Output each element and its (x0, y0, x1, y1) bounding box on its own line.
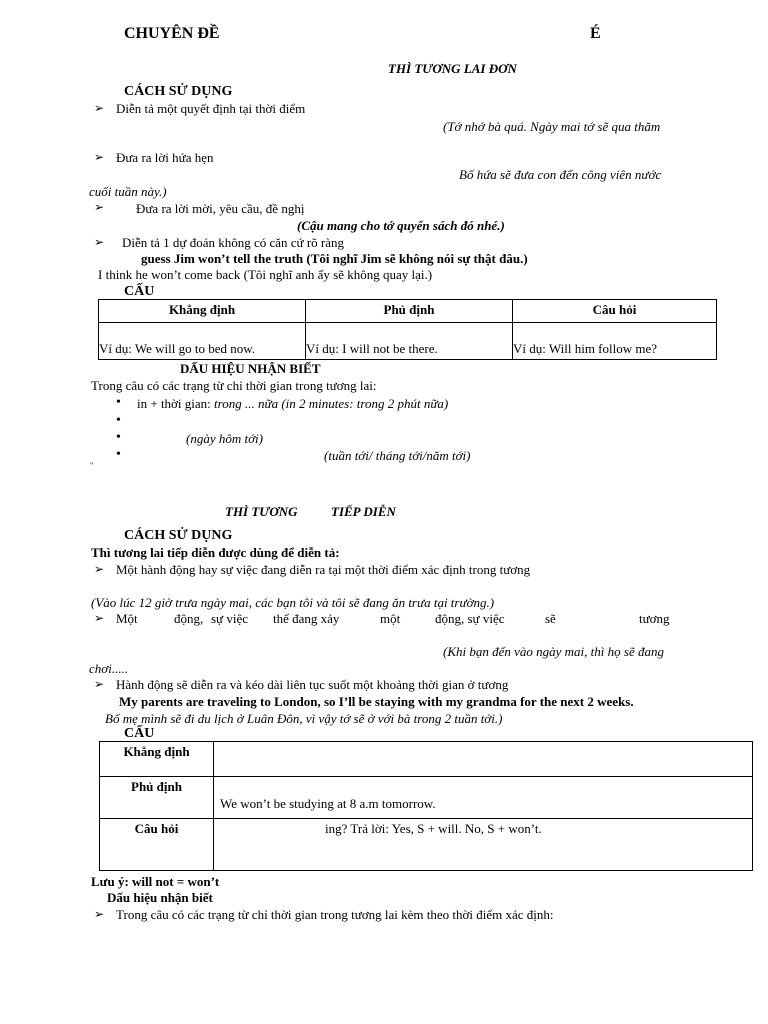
signs-intro: Trong câu có các trạng từ chỉ thời gian trong tương lai: (91, 378, 377, 393)
bullet-icon: • (116, 430, 121, 445)
table-header: Phủ định (306, 300, 513, 323)
signs-intro: Trong câu có các trạng từ chỉ thời gian trong tương lai kèm theo thời điểm xác định: (116, 907, 554, 922)
sign-item-label: in + thời gian: (137, 396, 215, 411)
section-title-simple-future: THÌ TƯƠNG LAI ĐƠN (388, 61, 517, 76)
signs-heading: DẤU HIỆU NHẬN BIẾT (180, 361, 321, 376)
usage-item: Đưa ra lời hứa hẹn (116, 150, 214, 165)
usage-example-cont: cuối tuần này.) (89, 184, 167, 199)
usage-example: Bố hứa sẽ đưa con đến công viên nước (459, 167, 662, 182)
usage-item: Đưa ra lời mời, yêu cầu, đề nghị (136, 201, 305, 216)
arrow-bullet-icon: ➢ (94, 907, 105, 921)
usage-item-word: sự việc (211, 611, 249, 626)
arrow-bullet-icon: ➢ (94, 562, 105, 576)
usage-item-word: một (380, 611, 401, 626)
note: Lưu ý: will not = won’t (91, 874, 220, 889)
sign-item: (ngày hôm tới) (186, 431, 263, 446)
structure-heading: CẤU (124, 284, 155, 299)
structure-table (98, 299, 717, 360)
document-title: CHUYÊN ĐỀ (124, 25, 220, 42)
arrow-bullet-icon: ➢ (94, 235, 105, 249)
arrow-bullet-icon: ➢ (94, 677, 105, 691)
usage-item-word: sẽ (545, 611, 556, 626)
arrow-bullet-icon: ➢ (94, 101, 105, 115)
usage-item: Diễn tả một quyết định tại thời điểm (116, 101, 306, 116)
table-cell: Ví dụ: I will not be there. (306, 323, 513, 360)
usage-heading: CÁCH SỬ DỤNG (124, 84, 233, 99)
structure-table-continuous (99, 741, 753, 871)
row-content: We won’t be studying at 8 a.m tomorrow. (214, 777, 753, 819)
usage-item-word: thể đang xảy (273, 611, 340, 626)
usage-example: (Vào lúc 12 giờ trưa ngày mai, các bạn tôi và tôi sẽ đang ăn trưa tại trường.) (91, 595, 495, 610)
row-content: ing? Trả lời: Yes, S + will. No, S + won’t. (214, 819, 753, 871)
arrow-bullet-icon: ➢ (94, 611, 105, 625)
document-title-fragment: É (590, 25, 601, 42)
usage-item-word: tương (639, 611, 670, 626)
sign-item: (tuần tới/ tháng tới/năm tới) (324, 448, 471, 463)
usage-example: Bố mẹ mình sẽ đi du lịch ở Luân Đôn, vì vậy tớ sẽ ở với bà trong 2 tuần tới.) (105, 711, 503, 726)
row-label: Phủ định (100, 777, 214, 819)
sign-item (137, 396, 448, 411)
section-title-future-continuous-b: TIẾP DIỄN (331, 504, 396, 519)
row-label: Câu hỏi (100, 819, 214, 871)
usage-item-word: động, (174, 611, 204, 626)
structure-heading: CẤU (124, 726, 155, 741)
row-content (214, 742, 753, 777)
usage-example: (Khi bạn đến vào ngày mai, thì họ sẽ đang (443, 644, 664, 659)
usage-heading: CÁCH SỬ DỤNG (124, 528, 233, 543)
bullet-icon: • (116, 447, 121, 462)
usage-example: guess Jim won’t tell the truth (Tôi nghĩ Jim sẽ không nói sự thật đâu.) (141, 251, 528, 266)
usage-example: (Cậu mang cho tớ quyển sách đó nhé.) (297, 218, 505, 233)
usage-example: My parents are traveling to London, so I’ll be staying with my grandma for the next 2 weeks. (119, 694, 634, 709)
table-cell: Ví dụ: Will him follow me? (513, 323, 717, 360)
arrow-bullet-icon: ➢ (94, 200, 105, 214)
usage-intro: Thì tương lai tiếp diễn được dùng để diễn tả: (91, 545, 340, 560)
arrow-bullet-icon: ➢ (94, 150, 105, 164)
sign-item-meaning: trong ... nữa (in 2 minutes: trong 2 phút nữa) (214, 396, 449, 411)
row-label: Khẳng định (100, 742, 214, 777)
table-header: Câu hỏi (513, 300, 717, 323)
usage-item: Một hành động hay sự việc đang diễn ra tại một thời điểm xác định trong tương (116, 562, 531, 577)
bullet-icon: • (116, 395, 121, 410)
usage-example: I think he won’t come back (Tôi nghĩ anh ấy sẽ không quay lại.) (98, 267, 433, 282)
section-title-future-continuous-a: THÌ TƯƠNG (225, 504, 298, 519)
signs-heading: Dấu hiệu nhận biết (107, 890, 213, 905)
table-header: Khẳng định (99, 300, 306, 323)
usage-item-word: Một (116, 611, 138, 626)
usage-example: (Tớ nhớ bà quá. Ngày mai tớ sẽ qua thăm (443, 119, 661, 134)
table-cell: Ví dụ: We will go to bed now. (99, 323, 306, 360)
usage-example-cont: chơi..... (89, 661, 129, 676)
usage-item: Hành động sẽ diễn ra và kéo dài liên tục suốt một khoảng thời gian ở tương (116, 677, 509, 692)
stray-mark: " (90, 461, 94, 470)
bullet-icon: • (116, 413, 121, 428)
usage-item: Diễn tả 1 dự đoán không có căn cứ rõ ràng (122, 235, 345, 250)
usage-item-word: động, sự việc (435, 611, 505, 626)
